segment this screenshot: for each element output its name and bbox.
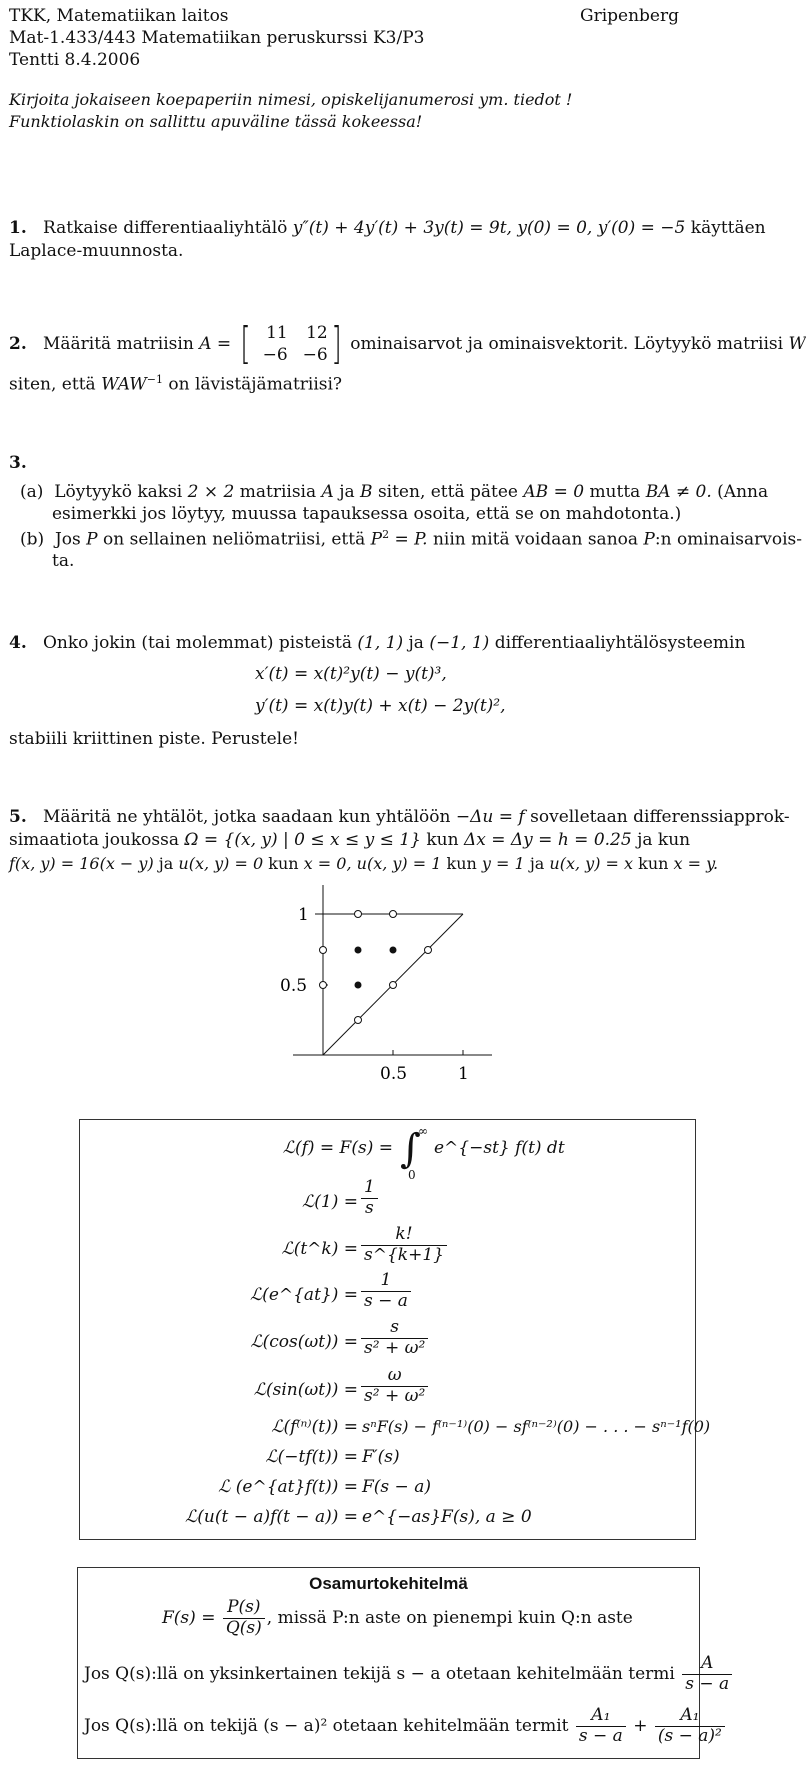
problem-4: 4. Onko jokin (tai molemmat) pisteistä (1, 1) ja (−1, 1) differentiaaliyhtälösysteemin — [9, 633, 746, 653]
problem-3b: (b) Jos P on sellainen neliömatriisi, että $P^2 = P$. niin mitä voidaan sanoa P:n ominaisarvois- — [20, 528, 802, 550]
fraction: $\frac{\omega}{\text{s² + ω²}}$ — [361, 1366, 428, 1406]
boundary-point — [390, 982, 397, 989]
problem-3a-line2: esimerkki jos löytyy, muussa tapauksessa osoita, että se on mahdotonta.) — [52, 504, 682, 524]
fraction: $\frac{\text{A₁}}{\text{(s − a)²}}$ — [655, 1706, 725, 1746]
instruction-2: Funktiolaskin on sallittu apuväline tässä kokeessa! — [9, 112, 423, 131]
laplace-row-lhs: ℒ(sin(ωt)) = — [253, 1380, 358, 1400]
system-equation-1: x′(t) = x(t)²y(t) − y(t)³, — [255, 664, 447, 684]
system-equation-2: y′(t) = x(t)y(t) + x(t) − 2y(t)², — [255, 696, 506, 716]
problem-text: Määritä matriisin — [42, 334, 194, 354]
partial-line-3: Jos Q(s):llä on tekijä (s − a)² otetaan kehitelmään termit $\frac{\text{A₁}}{s - a}$ + $\frac{\text{A₁}}{\text{(s − a)²}}$ — [84, 1706, 727, 1746]
laplace-def-lhs: ℒ(f) = F(s) = — [282, 1138, 393, 1158]
fraction: $\frac{1}{s - a}$ — [361, 1271, 411, 1311]
laplace-table: ℒ(f) = F(s) = ∫ ∞ 0 e^{−st} f(t) dt ℒ(1) = $\frac{1}{s}$ ℒ(t^k) = $\frac{k!}{s\^{}\{k+1\}}$ ℒ(e^{at}) = $\frac{1}{s - a}$ ℒ(cos(ωt)) = $\frac{s}{\text{s² + ω²}}$ ℒ(sin(ωt)) = $\frac{\omega}{\text{s² + ω²}}$ ℒ(f⁽ⁿ⁾(t)) = sⁿF(s) − f⁽ⁿ⁻¹⁾(0) − sf⁽ⁿ⁻²⁾(0) − . . . − sⁿ⁻¹f(0) ℒ(−tf(t)) = F′(s) ℒ (e^{at}f(t)) = F(s − a) ℒ(u(t − a)f(t − a)) = e^{−as}F(s), a ≥ 0 — [79, 1119, 696, 1540]
x-tick-label-1: 1 — [458, 1064, 469, 1084]
course-title: Mat-1.433/443 Matematiikan peruskurssi K3/P3 — [9, 28, 425, 48]
laplace-row-lhs: ℒ(1) = — [302, 1192, 358, 1212]
problem-text: käyttäen — [690, 218, 766, 238]
problem-5-line1: 5. Määritä ne yhtälöt, jotka saadaan kun yhtälöön −Δu = f sovelletaan differenssiapprok- — [9, 807, 790, 827]
fraction: $\frac{A}{s - a}$ — [682, 1654, 732, 1694]
fraction: $\frac{1}{s}$ — [361, 1178, 378, 1218]
boundary-point — [355, 911, 362, 918]
laplace-row-lhs: ℒ(−tf(t)) = — [265, 1447, 358, 1467]
partial-line-2: Jos Q(s):llä on yksinkertainen tekijä s − a otetaan kehitelmään termi $\frac{A}{s - a}$ — [84, 1654, 734, 1694]
left-bracket: [ — [239, 318, 251, 369]
problem-number: 3. — [9, 453, 27, 473]
boundary-point — [320, 982, 327, 989]
ode-equation: y″(t) + 4y′(t) + 3y(t) = 9t, y(0) = 0, y′(0) = −5 — [292, 218, 686, 238]
fraction: $\frac{\text{A₁}}{s - a}$ — [576, 1706, 626, 1746]
partial-line-1: F(s) = $\frac{P(s)}{Q(s)}$ , missä P:n aste on pienempi kuin Q:n aste — [162, 1597, 633, 1638]
interior-point — [355, 982, 362, 989]
laplace-row-lhs: ℒ(e^{at}) = — [249, 1285, 358, 1305]
problem-number: 1. — [9, 218, 27, 238]
problem-3b-line2: ta. — [52, 551, 75, 571]
boundary-point — [390, 911, 397, 918]
matrix-name: A = — [199, 334, 232, 354]
x-tick-label-05: 0.5 — [380, 1064, 408, 1084]
boundary-point — [425, 947, 432, 954]
laplace-row-rhs: sⁿF(s) − f⁽ⁿ⁻¹⁾(0) − sf⁽ⁿ⁻²⁾(0) − . . . − sⁿ⁻¹f(0) — [362, 1417, 711, 1436]
problem-5-line3: f(x, y) = 16(x − y) ja u(x, y) = 0 kun x = 0, u(x, y) = 1 kun y = 1 ja u(x, y) = x kun x = y. — [9, 854, 719, 873]
problem-4-line3: stabiili kriittinen piste. Perustele! — [9, 729, 299, 749]
boundary-point — [320, 947, 327, 954]
partial-fractions-box — [77, 1567, 730, 1759]
problem-text: Ratkaise differentiaaliyhtälö — [42, 218, 288, 238]
y-tick-label-1: 1 — [298, 905, 309, 925]
exam-date: Tentti 8.4.2006 — [9, 50, 141, 70]
integral-sign: ∫ — [400, 1126, 421, 1172]
problem-text: ominaisarvot ja ominaisvektorit. Löytyykö matriisi — [350, 334, 784, 354]
fraction: $\frac{s}{\text{s² + ω²}}$ — [361, 1318, 428, 1358]
interior-point — [355, 947, 362, 954]
laplace-row-lhs: ℒ(u(t − a)f(t − a)) = — [185, 1507, 358, 1527]
interior-point — [390, 947, 397, 954]
instruction-1: Kirjoita jokaiseen koepaperiin nimesi, opiskelijanumerosi ym. tiedot ! — [9, 90, 573, 109]
laplace-row-rhs: F′(s) — [362, 1447, 400, 1467]
problem-1-line2: Laplace-muunnosta. — [9, 241, 184, 261]
problem-1 — [9, 218, 766, 238]
laplace-row-rhs: e^{−as}F(s), a ≥ 0 — [362, 1507, 532, 1527]
laplace-row-lhs: ℒ(f⁽ⁿ⁾(t)) = — [271, 1417, 358, 1437]
laplace-row-lhs: ℒ (e^{at}f(t)) = — [218, 1477, 358, 1497]
laplace-row-rhs: F(s − a) — [362, 1477, 431, 1497]
laplace-row-lhs: ℒ(cos(ωt)) = — [250, 1332, 358, 1352]
problem-2-line2: siten, että $WAW^{-1}$ on lävistäjämatriisi? — [9, 373, 343, 395]
box-title: Osamurtokehitelmä — [309, 1574, 468, 1593]
problem-number: 2. — [9, 334, 27, 354]
institution: TKK, Matematiikan laitos — [9, 6, 229, 26]
grid-figure — [270, 870, 500, 1090]
fraction: $\frac{P(s)}{Q(s)}$ — [223, 1598, 265, 1638]
matrix: 11 12 −6 −6 — [262, 323, 328, 365]
author: Gripenberg — [580, 6, 679, 26]
y-tick-label-05: 0.5 — [280, 976, 308, 996]
fraction: $\frac{k!}{s\^{}\{k+1\}}$ — [361, 1225, 447, 1265]
boundary-point — [355, 1017, 362, 1024]
right-bracket: ] — [331, 318, 342, 369]
problem-5-line2: simaatiota joukossa Ω = {(x, y) | 0 ≤ x ≤ y ≤ 1} kun Δx = Δy = h = 0.25 ja kun — [9, 830, 691, 850]
problem-3a: (a) Löytyykö kaksi 2 × 2 matriisia A ja B siten, että pätee AB = 0 mutta BA ≠ 0. (Anna — [20, 482, 769, 502]
laplace-row-lhs: ℒ(t^k) = — [281, 1239, 358, 1259]
problem-2: 2. Määritä matriisin A = [ 11 12 −6 −6] ominaisarvot ja ominaisvektorit. Löytyykö matriisi W — [9, 318, 806, 369]
